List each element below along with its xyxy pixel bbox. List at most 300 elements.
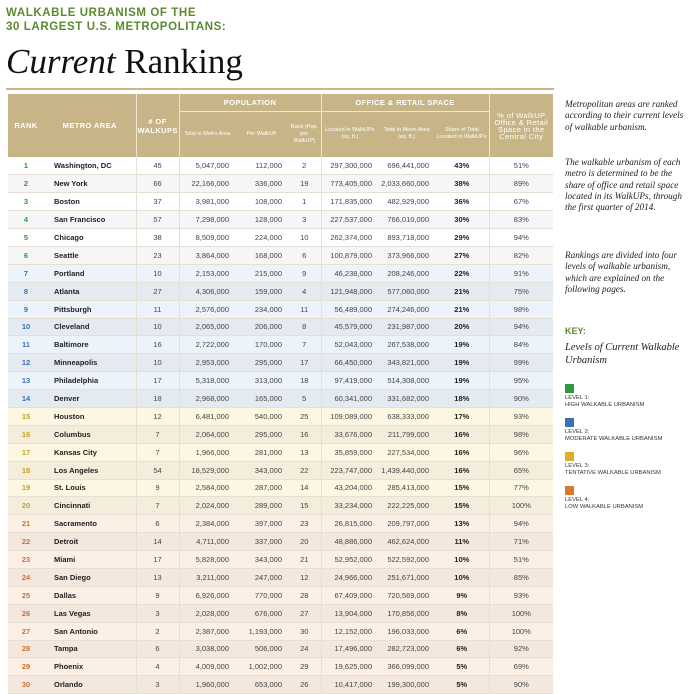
table-row (8, 515, 553, 533)
space-located-cell: 43,204,000 (321, 479, 378, 497)
metro-cell: New York (44, 175, 136, 193)
space-located-cell: 97,419,000 (321, 372, 378, 390)
table-row (8, 318, 553, 336)
pop-rank-cell: 24 (288, 640, 321, 658)
space-located-cell: 262,374,000 (321, 229, 378, 247)
metro-cell: Miami (44, 551, 136, 569)
space-total-cell: 577,060,000 (378, 282, 435, 300)
space-located-cell: 52,952,000 (321, 551, 378, 569)
pop-rank-cell: 9 (288, 264, 321, 282)
key-swatch-level-1 (565, 384, 574, 393)
central-city-pct-cell: 91% (489, 264, 553, 282)
pop-rank-cell: 12 (288, 568, 321, 586)
space-total-cell: 282,723,000 (378, 640, 435, 658)
pop-per-walkup-cell: 281,000 (235, 443, 288, 461)
pop-rank-cell: 18 (288, 372, 321, 390)
table-row (8, 300, 553, 318)
walkups-cell: 16 (136, 336, 179, 354)
space-total-cell: 1,439,440,000 (378, 461, 435, 479)
rank-cell: 22 (8, 533, 44, 551)
table-row (8, 443, 553, 461)
rank-cell: 24 (8, 568, 44, 586)
walkups-cell: 2 (136, 622, 179, 640)
pop-per-walkup-cell: 343,000 (235, 461, 288, 479)
space-total-cell: 373,966,000 (378, 246, 435, 264)
walkups-cell: 7 (136, 497, 179, 515)
space-located-cell: 60,341,000 (321, 390, 378, 408)
central-city-pct-cell: 84% (489, 336, 553, 354)
table-row (8, 157, 553, 175)
pop-per-walkup-cell: 128,000 (235, 211, 288, 229)
space-total-cell: 199,300,000 (378, 676, 435, 694)
space-total-cell: 227,534,000 (378, 443, 435, 461)
table-row (8, 497, 553, 515)
space-share-cell: 36% (435, 193, 489, 211)
space-share-cell: 16% (435, 443, 489, 461)
table-row (8, 175, 553, 193)
table-row (8, 551, 553, 569)
table-row (8, 193, 553, 211)
pop-per-walkup-cell: 287,000 (235, 479, 288, 497)
pop-rank-cell: 28 (288, 586, 321, 604)
metro-cell: Seattle (44, 246, 136, 264)
pop-total-cell: 2,028,000 (179, 604, 235, 622)
space-share-cell: 43% (435, 157, 489, 175)
walkups-cell: 3 (136, 604, 179, 622)
space-share-cell: 20% (435, 318, 489, 336)
metro-cell: Las Vegas (44, 604, 136, 622)
walkups-cell: 17 (136, 551, 179, 569)
space-share-cell: 19% (435, 372, 489, 390)
metro-cell: San Diego (44, 568, 136, 586)
pop-rank-cell: 6 (288, 246, 321, 264)
metro-cell: Chicago (44, 229, 136, 247)
pop-rank-cell: 10 (288, 229, 321, 247)
key-item-level-2 (565, 418, 690, 443)
table-row (8, 533, 553, 551)
space-total-cell: 331,682,000 (378, 390, 435, 408)
pop-per-walkup-cell: 676,000 (235, 604, 288, 622)
key-item-level-1 (565, 384, 690, 409)
pop-rank-cell: 16 (288, 425, 321, 443)
table-row (8, 372, 553, 390)
pop-rank-cell: 14 (288, 479, 321, 497)
pop-total-cell: 2,065,000 (179, 318, 235, 336)
rank-cell: 25 (8, 586, 44, 604)
pop-total-cell: 2,387,000 (179, 622, 235, 640)
pop-total-cell: 2,024,000 (179, 497, 235, 515)
space-total-cell: 211,799,000 (378, 425, 435, 443)
metro-cell: St. Louis (44, 479, 136, 497)
central-city-pct-cell: 85% (489, 568, 553, 586)
space-share-cell: 8% (435, 604, 489, 622)
pop-per-walkup-cell: 170,000 (235, 336, 288, 354)
table-row (8, 676, 553, 694)
header-metro: METRO AREA (44, 94, 136, 157)
space-located-cell: 45,579,000 (321, 318, 378, 336)
table-row (8, 658, 553, 676)
metro-cell: Denver (44, 390, 136, 408)
central-city-pct-cell: 95% (489, 372, 553, 390)
pop-per-walkup-cell: 295,000 (235, 425, 288, 443)
pop-rank-cell: 13 (288, 443, 321, 461)
walkups-cell: 37 (136, 193, 179, 211)
space-total-cell: 366,099,000 (378, 658, 435, 676)
pop-per-walkup-cell: 770,000 (235, 586, 288, 604)
metro-cell: Cleveland (44, 318, 136, 336)
walkups-cell: 4 (136, 658, 179, 676)
space-located-cell: 171,835,000 (321, 193, 378, 211)
walkups-cell: 6 (136, 515, 179, 533)
pop-total-cell: 1,966,000 (179, 443, 235, 461)
title-rest: Ranking (124, 42, 243, 81)
pop-rank-cell: 17 (288, 354, 321, 372)
rank-cell: 16 (8, 425, 44, 443)
space-total-cell: 267,538,000 (378, 336, 435, 354)
space-total-cell: 720,569,000 (378, 586, 435, 604)
pop-total-cell: 4,009,000 (179, 658, 235, 676)
walkups-cell: 57 (136, 211, 179, 229)
central-city-pct-cell: 75% (489, 282, 553, 300)
space-total-cell: 893,718,000 (378, 229, 435, 247)
table-row (8, 407, 553, 425)
space-share-cell: 16% (435, 461, 489, 479)
pop-per-walkup-cell: 343,000 (235, 551, 288, 569)
pop-rank-cell: 26 (288, 676, 321, 694)
pop-rank-cell: 8 (288, 318, 321, 336)
pop-total-cell: 2,968,000 (179, 390, 235, 408)
space-total-cell: 638,333,000 (378, 407, 435, 425)
space-share-cell: 21% (435, 300, 489, 318)
walkups-cell: 23 (136, 246, 179, 264)
key-level-3-name: TENTATIVE WALKABLE URBANISM (565, 470, 661, 476)
header-central-city-pct: % of WalkUP Office & Retail Space in the Central City (489, 94, 553, 157)
pop-per-walkup-cell: 168,000 (235, 246, 288, 264)
space-located-cell: 26,815,000 (321, 515, 378, 533)
central-city-pct-cell: 100% (489, 497, 553, 515)
header-space-total: Total in Metro Area (sq. ft.) (378, 111, 435, 157)
space-total-cell: 285,413,000 (378, 479, 435, 497)
space-located-cell: 12,152,000 (321, 622, 378, 640)
metro-cell: San Francisco (44, 211, 136, 229)
pop-rank-cell: 20 (288, 533, 321, 551)
space-share-cell: 30% (435, 211, 489, 229)
kicker-line-1: WALKABLE URBANISM OF THE (6, 7, 197, 19)
central-city-pct-cell: 98% (489, 425, 553, 443)
key-level-1-number: LEVEL 1: (565, 395, 590, 401)
pop-total-cell: 3,981,000 (179, 193, 235, 211)
rank-cell: 11 (8, 336, 44, 354)
walkups-cell: 7 (136, 425, 179, 443)
pop-total-cell: 3,864,000 (179, 246, 235, 264)
space-total-cell: 514,308,000 (378, 372, 435, 390)
space-located-cell: 297,300,000 (321, 157, 378, 175)
rank-cell: 14 (8, 390, 44, 408)
sidebar-paragraph-3: Rankings are divided into four levels of walkable urbanism, which are explained on the following pages. (565, 250, 677, 294)
title-rule (6, 88, 554, 90)
rank-cell: 1 (8, 157, 44, 175)
pop-per-walkup-cell: 234,000 (235, 300, 288, 318)
central-city-pct-cell: 92% (489, 640, 553, 658)
pop-total-cell: 2,384,000 (179, 515, 235, 533)
metro-cell: Sacramento (44, 515, 136, 533)
pop-total-cell: 18,529,000 (179, 461, 235, 479)
key-level-4-name: LOW WALKABLE URBANISM (565, 504, 644, 510)
space-share-cell: 5% (435, 658, 489, 676)
rank-cell: 8 (8, 282, 44, 300)
table-row (8, 246, 553, 264)
space-total-cell: 766,010,000 (378, 211, 435, 229)
header-pop-per-walkup: Per WalkUP (235, 111, 288, 157)
space-total-cell: 231,987,000 (378, 318, 435, 336)
ranking-rows (8, 157, 553, 694)
table-row (8, 461, 553, 479)
central-city-pct-cell: 82% (489, 246, 553, 264)
header-space-share: Share of Total Located in WalkUPs (435, 111, 489, 157)
key-level-4-number: LEVEL 4: (565, 497, 590, 503)
pop-total-cell: 3,211,000 (179, 568, 235, 586)
central-city-pct-cell: 98% (489, 300, 553, 318)
pop-per-walkup-cell: 206,000 (235, 318, 288, 336)
rank-cell: 2 (8, 175, 44, 193)
table-row (8, 229, 553, 247)
space-located-cell: 10,417,000 (321, 676, 378, 694)
space-total-cell: 522,592,000 (378, 551, 435, 569)
metro-cell: Orlando (44, 676, 136, 694)
space-share-cell: 21% (435, 282, 489, 300)
space-share-cell: 11% (435, 533, 489, 551)
key-label: KEY: (565, 326, 586, 336)
pop-per-walkup-cell: 540,000 (235, 407, 288, 425)
table-row (8, 282, 553, 300)
space-share-cell: 22% (435, 264, 489, 282)
table-row (8, 568, 553, 586)
space-located-cell: 24,966,000 (321, 568, 378, 586)
metro-cell: Phoenix (44, 658, 136, 676)
metro-cell: Portland (44, 264, 136, 282)
central-city-pct-cell: 69% (489, 658, 553, 676)
pop-rank-cell: 1 (288, 193, 321, 211)
space-located-cell: 773,405,000 (321, 175, 378, 193)
central-city-pct-cell: 96% (489, 443, 553, 461)
central-city-pct-cell: 100% (489, 604, 553, 622)
header-pop-rank: Rank (Pop. per WalkUP) (288, 111, 321, 157)
space-located-cell: 109,089,000 (321, 407, 378, 425)
pop-per-walkup-cell: 289,000 (235, 497, 288, 515)
pop-total-cell: 2,722,000 (179, 336, 235, 354)
header-space-located: Located in WalkUPs (sq. ft.) (321, 111, 378, 157)
pop-total-cell: 5,318,000 (179, 372, 235, 390)
space-share-cell: 29% (435, 229, 489, 247)
central-city-pct-cell: 89% (489, 175, 553, 193)
walkups-cell: 54 (136, 461, 179, 479)
metro-cell: Washington, DC (44, 157, 136, 175)
space-located-cell: 100,879,000 (321, 246, 378, 264)
pop-rank-cell: 23 (288, 515, 321, 533)
report-kicker (6, 6, 306, 34)
walkups-cell: 9 (136, 479, 179, 497)
key-swatch-level-2 (565, 418, 574, 427)
rank-cell: 27 (8, 622, 44, 640)
space-located-cell: 66,450,000 (321, 354, 378, 372)
space-share-cell: 10% (435, 551, 489, 569)
walkups-cell: 27 (136, 282, 179, 300)
rank-cell: 4 (8, 211, 44, 229)
space-total-cell: 696,441,000 (378, 157, 435, 175)
space-total-cell: 482,929,000 (378, 193, 435, 211)
header-walkups: # OF WALKUPS (136, 94, 179, 157)
pop-rank-cell: 3 (288, 211, 321, 229)
rank-cell: 5 (8, 229, 44, 247)
central-city-pct-cell: 51% (489, 157, 553, 175)
table-row (8, 604, 553, 622)
space-share-cell: 16% (435, 425, 489, 443)
pop-per-walkup-cell: 653,000 (235, 676, 288, 694)
rank-cell: 6 (8, 246, 44, 264)
rank-cell: 12 (8, 354, 44, 372)
pop-total-cell: 2,953,000 (179, 354, 235, 372)
metro-cell: Dallas (44, 586, 136, 604)
table-row (8, 354, 553, 372)
metro-cell: Minneapolis (44, 354, 136, 372)
space-share-cell: 9% (435, 586, 489, 604)
metro-cell: Boston (44, 193, 136, 211)
space-located-cell: 67,409,000 (321, 586, 378, 604)
space-share-cell: 5% (435, 676, 489, 694)
title-italic-word: Current (6, 42, 116, 81)
rank-cell: 20 (8, 497, 44, 515)
metro-cell: Columbus (44, 425, 136, 443)
space-share-cell: 10% (435, 568, 489, 586)
table-row (8, 640, 553, 658)
central-city-pct-cell: 99% (489, 354, 553, 372)
sidebar-paragraph-1: Metropolitan areas are ranked according to their current levels of walkable urbanism. (565, 99, 684, 132)
central-city-pct-cell: 93% (489, 407, 553, 425)
rank-cell: 13 (8, 372, 44, 390)
ranking-table (8, 94, 553, 694)
pop-total-cell: 8,509,000 (179, 229, 235, 247)
table-row (8, 390, 553, 408)
rank-cell: 21 (8, 515, 44, 533)
space-share-cell: 6% (435, 640, 489, 658)
pop-total-cell: 4,711,000 (179, 533, 235, 551)
space-located-cell: 35,859,000 (321, 443, 378, 461)
space-located-cell: 48,886,000 (321, 533, 378, 551)
walkups-cell: 13 (136, 568, 179, 586)
space-share-cell: 6% (435, 622, 489, 640)
rank-cell: 7 (8, 264, 44, 282)
metro-cell: Tampa (44, 640, 136, 658)
space-total-cell: 170,856,000 (378, 604, 435, 622)
key-level-3-number: LEVEL 3: (565, 463, 590, 469)
header-office-retail: OFFICE & RETAIL SPACE (321, 94, 489, 111)
space-share-cell: 15% (435, 479, 489, 497)
page-title (6, 40, 243, 84)
central-city-pct-cell: 90% (489, 390, 553, 408)
walkups-cell: 10 (136, 264, 179, 282)
pop-per-walkup-cell: 112,000 (235, 157, 288, 175)
pop-per-walkup-cell: 247,000 (235, 568, 288, 586)
key-swatch-level-3 (565, 452, 574, 461)
pop-total-cell: 6,926,000 (179, 586, 235, 604)
central-city-pct-cell: 83% (489, 211, 553, 229)
space-located-cell: 52,043,000 (321, 336, 378, 354)
pop-total-cell: 1,960,000 (179, 676, 235, 694)
space-located-cell: 46,238,000 (321, 264, 378, 282)
pop-per-walkup-cell: 295,000 (235, 354, 288, 372)
space-share-cell: 13% (435, 515, 489, 533)
pop-rank-cell: 22 (288, 461, 321, 479)
key-level-1-name: HIGH WALKABLE URBANISM (565, 402, 645, 408)
rank-cell: 26 (8, 604, 44, 622)
sidebar-paragraph-2: The walkable urbanism of each metro is determined to be the share of office and retail space located in its WalkUPs, through the first quarter of 2014. (565, 157, 682, 213)
metro-cell: Baltimore (44, 336, 136, 354)
pop-total-cell: 5,828,000 (179, 551, 235, 569)
space-located-cell: 227,537,000 (321, 211, 378, 229)
rank-cell: 15 (8, 407, 44, 425)
space-located-cell: 33,676,000 (321, 425, 378, 443)
walkups-cell: 12 (136, 407, 179, 425)
pop-per-walkup-cell: 1,002,000 (235, 658, 288, 676)
pop-per-walkup-cell: 313,000 (235, 372, 288, 390)
walkups-cell: 17 (136, 372, 179, 390)
pop-per-walkup-cell: 336,000 (235, 175, 288, 193)
space-share-cell: 27% (435, 246, 489, 264)
central-city-pct-cell: 94% (489, 515, 553, 533)
pop-rank-cell: 25 (288, 407, 321, 425)
header-rank: RANK (8, 94, 44, 157)
rank-cell: 19 (8, 479, 44, 497)
rank-cell: 29 (8, 658, 44, 676)
rank-cell: 30 (8, 676, 44, 694)
space-total-cell: 251,671,000 (378, 568, 435, 586)
walkups-cell: 6 (136, 640, 179, 658)
metro-cell: Pittsburgh (44, 300, 136, 318)
central-city-pct-cell: 90% (489, 676, 553, 694)
metro-cell: Kansas City (44, 443, 136, 461)
pop-per-walkup-cell: 397,000 (235, 515, 288, 533)
walkups-cell: 7 (136, 443, 179, 461)
pop-rank-cell: 19 (288, 175, 321, 193)
central-city-pct-cell: 77% (489, 479, 553, 497)
pop-total-cell: 2,064,000 (179, 425, 235, 443)
pop-rank-cell: 21 (288, 551, 321, 569)
space-total-cell: 222,225,000 (378, 497, 435, 515)
pop-rank-cell: 15 (288, 497, 321, 515)
pop-rank-cell: 4 (288, 282, 321, 300)
key-item-level-4 (565, 486, 690, 511)
space-share-cell: 18% (435, 390, 489, 408)
central-city-pct-cell: 51% (489, 551, 553, 569)
walkups-cell: 66 (136, 175, 179, 193)
rank-cell: 10 (8, 318, 44, 336)
key-swatch-level-4 (565, 486, 574, 495)
space-total-cell: 274,246,000 (378, 300, 435, 318)
rank-cell: 28 (8, 640, 44, 658)
rank-cell: 3 (8, 193, 44, 211)
table-row (8, 336, 553, 354)
central-city-pct-cell: 100% (489, 622, 553, 640)
pop-total-cell: 2,153,000 (179, 264, 235, 282)
table-row (8, 264, 553, 282)
space-total-cell: 2,033,660,000 (378, 175, 435, 193)
walkups-cell: 10 (136, 318, 179, 336)
pop-total-cell: 3,038,000 (179, 640, 235, 658)
pop-per-walkup-cell: 337,000 (235, 533, 288, 551)
space-total-cell: 462,624,000 (378, 533, 435, 551)
central-city-pct-cell: 65% (489, 461, 553, 479)
rank-cell: 23 (8, 551, 44, 569)
